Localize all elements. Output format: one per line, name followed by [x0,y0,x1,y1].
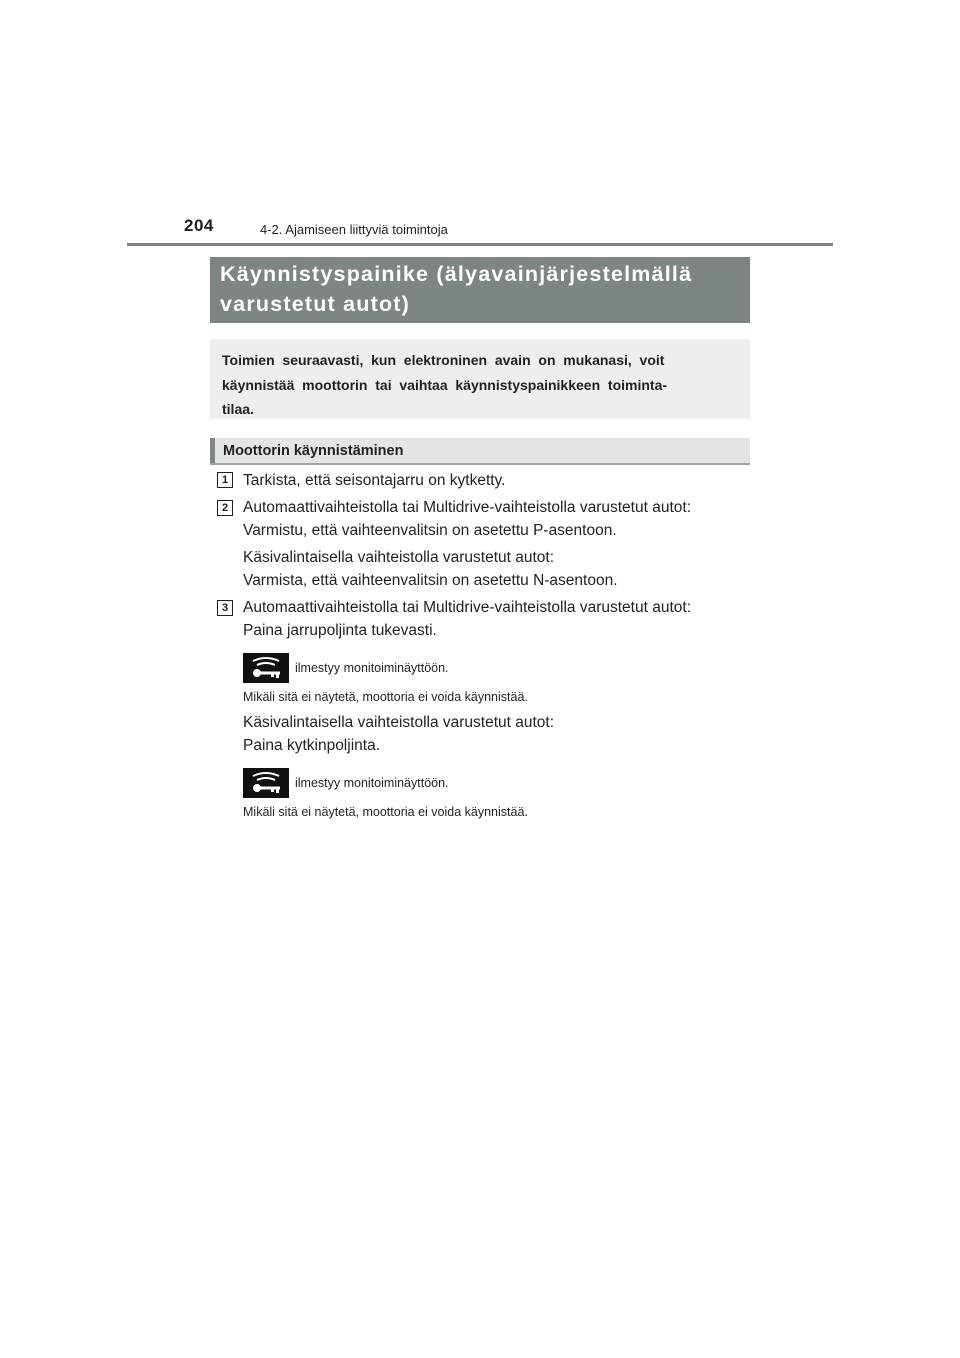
step-3-line-1: Automaattivaihteistolla tai Multidrive-vaihteistolla varustetut autot: [243,599,691,616]
note-3: ilmestyy monitoiminäyttöön. [295,776,449,790]
intro-line-2: käynnistää moottorin tai vaihtaa käynnistyspainikkeen toiminta- [222,376,668,393]
section-heading: Moottorin käynnistäminen [223,443,404,459]
note-4: Mikäli sitä ei näytetä, moottoria ei voida käynnistää. [243,805,528,819]
running-head: 4-2. Ajamiseen liittyviä toimintoja [260,222,448,237]
step-number-2: 2 [217,500,233,516]
page-title-line-2: varustetut autot) [220,292,411,316]
intro-box [210,339,750,419]
section-accent [210,438,215,463]
section-heading-bar [210,438,750,465]
step-3-line-4: Paina kytkinpoljinta. [243,737,380,754]
step-2-line-4: Varmista, että vaihteenvalitsin on asetettu N-asentoon. [243,572,618,589]
step-3-line-2: Paina jarrupoljinta tukevasti. [243,622,437,639]
step-3-line-3: Käsivalintaisella vaihteistolla varustetut autot: [243,714,555,731]
intro-line-1: Toimien seuraavasti, kun elektroninen avain on mukanasi, voit [222,352,665,368]
note-1: ilmestyy monitoiminäyttöön. [295,661,449,675]
page-title-line-1: Käynnistyspainike (älyavainjärjestelmällä [220,262,693,286]
smart-key-indicator-icon [243,768,289,798]
step-2-line-1: Automaattivaihteistolla tai Multidrive-vaihteistolla varustetut autot: [243,499,691,516]
page-title [210,257,750,323]
step-2-line-3: Käsivalintaisella vaihteistolla varustetut autot: [243,549,555,566]
header-rule [127,243,833,246]
step-1-text: Tarkista, että seisontajarru on kytketty. [243,472,506,489]
step-number-3: 3 [217,600,233,616]
step-2-line-2: Varmistu, että vaihteenvalitsin on asetettu P-asentoon. [243,522,617,539]
smart-key-indicator-icon [243,653,289,683]
note-2: Mikäli sitä ei näytetä, moottoria ei voida käynnistää. [243,690,528,704]
page-number: 204 [184,216,214,235]
step-number-1: 1 [217,472,233,488]
intro-line-3: tilaa. [222,401,254,417]
